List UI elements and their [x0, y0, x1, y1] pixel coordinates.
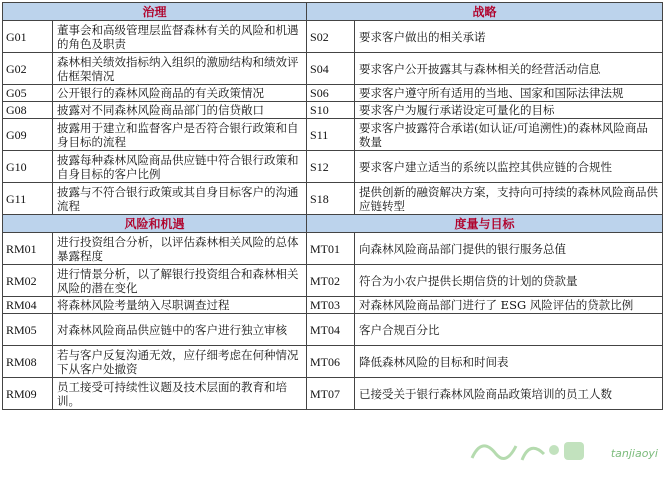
left-code: G01: [3, 21, 53, 53]
left-text: 披露用于建立和监督客户是否符合银行政策和自身目标的流程: [53, 119, 307, 151]
left-text: 将森林风险考量纳入尽职调查过程: [53, 297, 307, 314]
left-code: G08: [3, 102, 53, 119]
table-row: [3, 85, 663, 102]
left-code: RM04: [3, 297, 53, 314]
right-text: 要求客户披露符合承诺(如认证/可追溯性)的森林风险商品数量: [355, 119, 663, 151]
right-text: 提供创新的融资解决方案，支持向可持续的森林风险商品供应链转型: [355, 183, 663, 215]
right-code: MT06: [307, 346, 355, 378]
table-row: [3, 378, 663, 410]
table-row: [3, 346, 663, 378]
right-code: S06: [307, 85, 355, 102]
left-code: RM09: [3, 378, 53, 410]
right-code: MT02: [307, 265, 355, 297]
table-row: [3, 102, 663, 119]
left-code: G05: [3, 85, 53, 102]
left-text: 进行情景分析，以了解银行投资组合和森林相关风险的潜在变化: [53, 265, 307, 297]
left-code: RM02: [3, 265, 53, 297]
right-text: 降低森林风险的目标和时间表: [355, 346, 663, 378]
right-code: MT01: [307, 233, 355, 265]
section-title-left: 治理: [3, 3, 307, 21]
left-text: 披露与不符合银行政策或其自身目标客户的沟通流程: [53, 183, 307, 215]
left-text: 披露对不同森林风险商品部门的信贷敞口: [53, 102, 307, 119]
left-text: 进行投资组合分析，以评估森林相关风险的总体暴露程度: [53, 233, 307, 265]
table-row: [3, 297, 663, 314]
right-code: MT03: [307, 297, 355, 314]
table-row: [3, 233, 663, 265]
left-text: 森林相关绩效指标纳入组织的激励结构和绩效评估框架情况: [53, 53, 307, 85]
right-text: 向森林风险商品部门提供的银行服务总值: [355, 233, 663, 265]
right-code: S11: [307, 119, 355, 151]
table-row: [3, 183, 663, 215]
left-code: G02: [3, 53, 53, 85]
right-text: 符合为小农户提供长期信贷的计划的贷款量: [355, 265, 663, 297]
table-row: [3, 119, 663, 151]
right-code: S18: [307, 183, 355, 215]
left-text: 对森林风险商品供应链中的客户进行独立审核: [53, 314, 307, 346]
right-text: 要求客户公开披露其与森林相关的经营活动信息: [355, 53, 663, 85]
right-code: S12: [307, 151, 355, 183]
left-text: 董事会和高级管理层监督森林有关的风险和机遇的角色及职责: [53, 21, 307, 53]
table-row: [3, 314, 663, 346]
left-code: G09: [3, 119, 53, 151]
table-row: [3, 151, 663, 183]
section-header-row: [3, 215, 663, 233]
right-text: 要求客户遵守所有适用的当地、国家和国际法律法规: [355, 85, 663, 102]
left-text: 若与客户反复沟通无效，应仔细考虑在何种情况下从客户处撤资: [53, 346, 307, 378]
framework-table-body: [3, 3, 663, 410]
table-row: [3, 265, 663, 297]
left-code: RM05: [3, 314, 53, 346]
right-text: 要求客户做出的相关承诺: [355, 21, 663, 53]
left-code: RM08: [3, 346, 53, 378]
left-text: 披露每种森林风险商品供应链中符合银行政策和自身目标的客户比例: [53, 151, 307, 183]
left-code: RM01: [3, 233, 53, 265]
left-text: 公开银行的森林风险商品的有关政策情况: [53, 85, 307, 102]
right-text: 客户合规百分比: [355, 314, 663, 346]
section-title-left: 风险和机遇: [3, 215, 307, 233]
right-text: 对森林风险商品部门进行了 ESG 风险评估的贷款比例: [355, 297, 663, 314]
right-text: 已接受关于银行森林风险商品政策培训的员工人数: [355, 378, 663, 410]
right-code: MT04: [307, 314, 355, 346]
right-code: S04: [307, 53, 355, 85]
left-code: G10: [3, 151, 53, 183]
table-row: [3, 53, 663, 85]
table-row: [3, 21, 663, 53]
right-code: S02: [307, 21, 355, 53]
right-text: 要求客户建立适当的系统以监控其供应链的合规性: [355, 151, 663, 183]
left-text: 员工接受可持续性议题及技术层面的教育和培训。: [53, 378, 307, 410]
left-code: G11: [3, 183, 53, 215]
section-title-right: 度量与目标: [307, 215, 663, 233]
section-header-row: [3, 3, 663, 21]
section-title-right: 战略: [307, 3, 663, 21]
watermark-text: tanjiaoyi: [610, 447, 658, 460]
framework-table: [2, 2, 663, 410]
right-text: 要求客户为履行承诺设定可量化的目标: [355, 102, 663, 119]
right-code: MT07: [307, 378, 355, 410]
right-code: S10: [307, 102, 355, 119]
